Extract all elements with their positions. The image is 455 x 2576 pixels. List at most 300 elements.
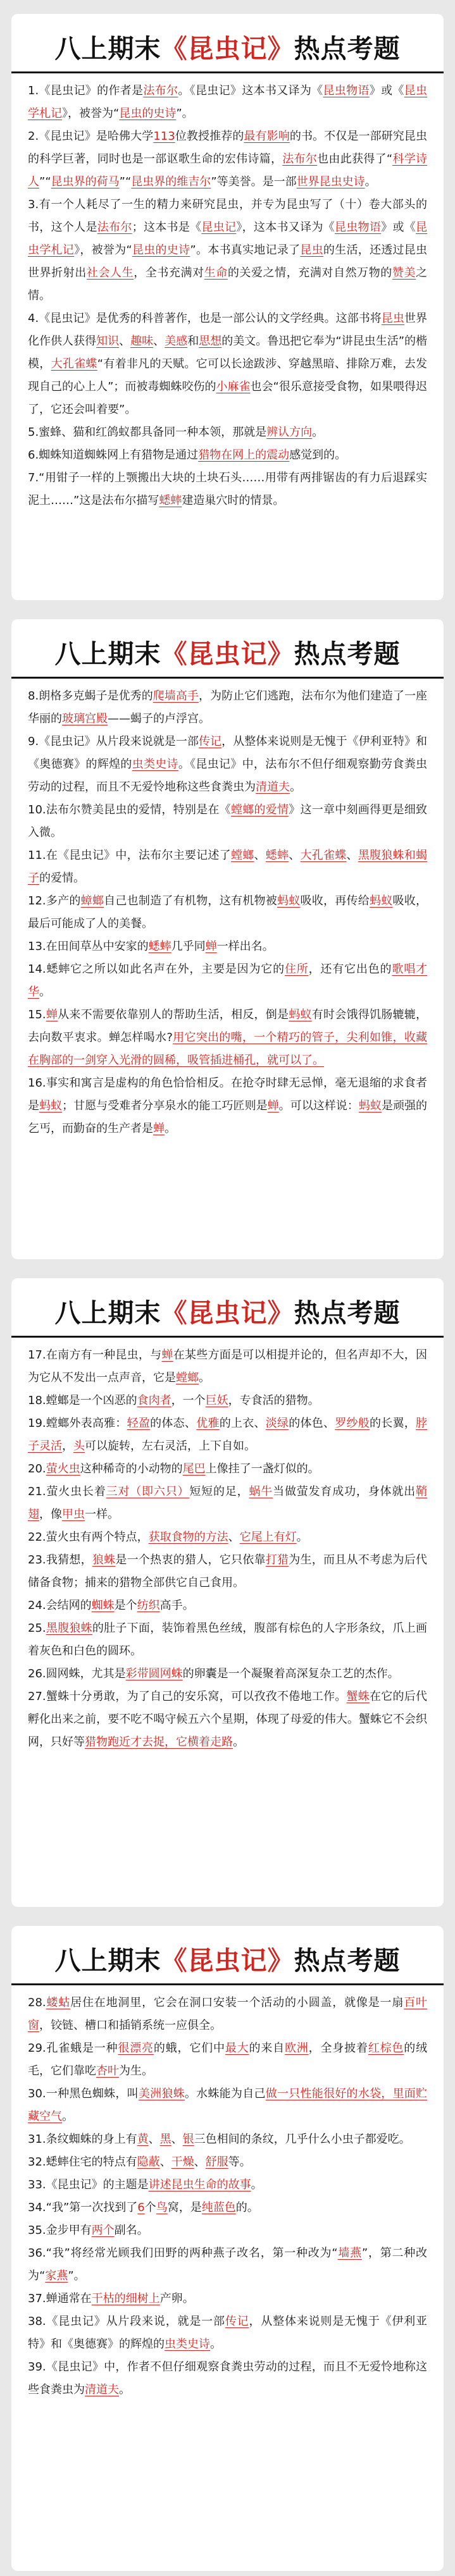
question-text: 的卵囊是一个凝聚着高深复杂工艺的杰作。 — [182, 1667, 399, 1680]
question-text: 、 — [159, 2155, 171, 2169]
answer-highlight: 最大 — [225, 2042, 249, 2055]
answer-highlight: 猎物跑近才去捉，它横着走路 — [85, 1735, 233, 1749]
answer-highlight: 猎物在网上的震动 — [198, 448, 290, 462]
answer-highlight: 百叶窗 — [28, 1996, 428, 2032]
answer-highlight: 生命 — [204, 266, 228, 280]
question-text: 、 — [194, 2155, 206, 2169]
answer-highlight: 蚂蚁 — [289, 1008, 312, 1021]
question-text: ；这本书是《 — [132, 221, 202, 234]
answer-highlight: 红棕色 — [368, 2042, 404, 2055]
answer-highlight: 蟋蟀 — [265, 849, 289, 862]
question-item — [28, 2242, 427, 2288]
question-text: ，专食活的猎物。 — [228, 1394, 320, 1407]
question-text: ，全书充满对 — [134, 266, 204, 280]
question-text: 是个 — [114, 1599, 137, 1612]
answer-highlight: 清道夫 — [256, 780, 290, 794]
question-text: ”“ — [39, 175, 51, 188]
answer-highlight: 两个 — [91, 2224, 115, 2237]
question-item — [28, 935, 427, 958]
question-text: 。《昆虫记》中，法布尔不但仔细观察勤劳食粪虫劳动的过程，而且不无爱怜地称这些食粪虫为 — [28, 758, 428, 794]
question-text: 。 — [210, 2338, 221, 2351]
card-title-part: 《昆虫记》 — [161, 34, 294, 64]
question-text: 几乎同 — [171, 940, 206, 953]
answer-highlight: 蚂蚁 — [277, 894, 301, 908]
answer-highlight: 蟹蛛 — [346, 1690, 370, 1703]
answer-highlight: 蝉 — [267, 1099, 279, 1112]
title-divider — [11, 1983, 444, 1985]
answer-highlight: 脖子灵活 — [28, 1417, 428, 1453]
question-text: 22.萤火虫有两个特点， — [28, 1531, 149, 1544]
question-item — [28, 958, 427, 1004]
answer-highlight: 螳螂 — [230, 849, 254, 862]
question-item — [28, 685, 427, 730]
question-text: 18.螳螂是一个凶恶的 — [28, 1394, 137, 1407]
answer-highlight: 彩带圆网蛛 — [125, 1667, 183, 1680]
answer-highlight: 住所 — [284, 963, 309, 976]
question-text: 。 — [290, 780, 301, 794]
question-text: 13.在田间草丛中安家的 — [28, 940, 149, 953]
question-text: 2.《昆虫记》是哈佛大学 — [28, 130, 154, 143]
question-item — [28, 2174, 427, 2197]
question-text: 27.蟹蛛十分勇敢，为了自己的安乐窝，可以孜孜不倦地工作。 — [28, 1690, 347, 1703]
question-text: 29.孔雀蛾是一种 — [28, 2042, 118, 2055]
question-item — [28, 2310, 427, 2356]
question-text: 个 — [144, 2201, 156, 2214]
answer-highlight: 昆虫物语 — [334, 221, 382, 234]
question-text: 15. — [28, 1008, 46, 1021]
question-text: 10.法布尔赞美昆虫的爱情，特别是在《 — [28, 803, 231, 817]
question-text: ”。 — [176, 107, 194, 120]
question-text: 37.蝉通常在 — [28, 2292, 92, 2305]
answer-highlight: 打猎 — [265, 1553, 289, 1567]
question-text: ”。 — [68, 2269, 85, 2283]
answer-highlight: 歌唱才华 — [28, 963, 428, 999]
answer-highlight: 爬墙高手 — [153, 689, 199, 703]
question-item — [28, 1594, 427, 1617]
card-title-part: 热点考题 — [294, 1298, 401, 1328]
question-text: 。 — [62, 2110, 73, 2123]
answer-highlight: 昆虫的史诗 — [119, 107, 177, 120]
answer-highlight: 蚂蚁 — [370, 894, 393, 908]
question-text: 为生。 — [119, 2064, 153, 2078]
question-item — [28, 194, 427, 307]
answer-highlight: 它尾上有灯 — [239, 1531, 297, 1544]
answer-highlight: 用它突出的嘴，一个精巧的管子，尖利如锥，收藏在胸部的一剑穿入光滑的圆稀，吸管插进桶孔，就可以了。 — [28, 1031, 427, 1067]
question-text: 38.《昆虫记》从片段来说，就是一部 — [28, 2315, 225, 2328]
question-text: 窝，是 — [167, 2201, 202, 2214]
answer-highlight: 食肉者 — [137, 1394, 171, 1407]
card-list — [0, 14, 455, 2571]
question-text: 》这一章中刻画得更是细致入微。 — [28, 803, 428, 839]
question-item — [28, 1663, 427, 1685]
question-card — [11, 1278, 444, 1907]
question-text: ”。本书真实地记录了 — [190, 243, 301, 257]
answer-highlight: 蚂蚁 — [358, 1099, 382, 1112]
question-text: 也由此获得了“ — [317, 152, 393, 166]
question-text: 。 — [39, 985, 51, 999]
answer-highlight: 萤火虫 — [46, 1462, 80, 1476]
question-text: 三色相间的条纹，几乎什么小虫子都爱吃。 — [194, 2133, 411, 2146]
question-card — [11, 14, 444, 600]
answer-highlight: 杏叶 — [96, 2064, 119, 2078]
question-text: 的。 — [235, 2201, 259, 2214]
question-text: 。水蛛能为自己 — [184, 2087, 266, 2100]
question-text: “有着非凡的天赋。它可以长途跋涉、穿越黑暗、排除万难，去发现自己的心上人”；而被毒蜘蛛咬伤的 — [28, 357, 428, 393]
card-title-part: 八上期末 — [54, 639, 161, 669]
card-title-part: 热点考题 — [294, 34, 401, 64]
question-item — [28, 307, 427, 421]
answer-highlight: 辨认方向 — [266, 426, 313, 439]
answer-highlight: 昆虫 — [300, 243, 323, 257]
answer-highlight: 蝉 — [205, 940, 217, 953]
question-text: 的上衣、 — [219, 1417, 266, 1430]
answer-highlight: 优雅 — [196, 1417, 220, 1430]
question-text: 35.金步甲有 — [28, 2224, 92, 2237]
question-text: 31.条纹蜘蛛的身上有 — [28, 2133, 137, 2146]
question-item — [28, 2037, 427, 2083]
answer-highlight: 世界昆虫史诗 — [296, 175, 365, 188]
question-item — [28, 444, 427, 467]
question-text: 。 — [312, 426, 324, 439]
question-text: 4.《昆虫记》是优秀的科普著作，也是一部公认的文学经典。这部书将 — [28, 312, 382, 325]
question-text: ”“ — [119, 175, 132, 188]
question-text: ，从整体来说则是无愧于《伊利亚特》和《奥德赛》的辉煌的 — [28, 2315, 428, 2351]
question-text: 是顽强的乞丐，而勤奋的生产者是 — [28, 1099, 428, 1135]
question-item — [28, 2288, 427, 2310]
question-text: 可以旋转，左右灵活，上下自如。 — [85, 1439, 256, 1453]
question-text: 也会“很乐意接受食物，如果喂得迟了，它还会叫着要”。 — [28, 380, 428, 416]
answer-highlight: 113 — [153, 130, 175, 143]
question-text: 、 — [346, 849, 358, 862]
question-item — [28, 421, 427, 444]
question-text: 。 — [233, 1735, 244, 1749]
answer-highlight: 巨妖 — [205, 1394, 228, 1407]
answer-highlight: 昆虫记 — [201, 221, 237, 234]
question-text: 。《昆虫记》这本书又译为《 — [178, 84, 323, 97]
question-item — [28, 1526, 427, 1549]
question-item — [28, 80, 427, 125]
answer-highlight: 隐蔽 — [137, 2155, 160, 2169]
question-text: 为生，而且从不考虑为后代储备食物；捕来的猎物全部供它自己食用。 — [28, 1553, 428, 1589]
card-title — [28, 631, 427, 677]
answer-highlight: 美感 — [165, 335, 188, 348]
question-text: 是一个热衷的猎人，它只依靠 — [115, 1553, 266, 1567]
answer-highlight: 甲虫 — [62, 1508, 85, 1521]
answer-highlight: 讲述昆虫生命的故事 — [148, 2178, 251, 2191]
question-text: 。可以这样说： — [278, 1099, 359, 1112]
question-text: 位教授推荐的 — [175, 130, 244, 143]
title-divider — [11, 71, 444, 73]
question-text: 》或《 — [381, 221, 416, 234]
answer-highlight: 赞美 — [392, 266, 416, 280]
question-text: 1.《昆虫记》的作者是 — [28, 84, 144, 97]
answer-highlight: 墙燕 — [337, 2246, 362, 2260]
question-text: 的蛾，它们中 — [153, 2042, 225, 2055]
question-text: 的美文。鲁迅把它奉为“讲昆虫生活”的楷模， — [28, 335, 428, 371]
answer-highlight: 很漂亮 — [118, 2042, 154, 2055]
question-text: 6.蜘蛛知道蜘蛛网上有猎物是通过 — [28, 448, 199, 462]
question-text: 32.蟋蟀住宅的特点有 — [28, 2155, 137, 2169]
answer-highlight: 淡绿 — [265, 1417, 289, 1430]
question-text: 建造巢穴时的情景。 — [182, 494, 285, 507]
question-text: ， — [62, 1439, 73, 1453]
question-text: 》，被誉为“ — [74, 243, 132, 257]
answer-highlight: 社会人生 — [86, 266, 134, 280]
question-text: 从来不需要依靠别人的帮助生活，相反，倒是 — [58, 1008, 289, 1021]
question-item — [28, 1004, 427, 1072]
answer-highlight: 6 — [137, 2201, 145, 2214]
question-text: 居住在地洞里，它会在洞口安装一个活动的小圆盖，就像是一扇 — [70, 1996, 404, 2009]
question-card — [11, 1926, 444, 2571]
question-item — [28, 1617, 427, 1663]
answer-highlight: 最有影响 — [244, 130, 290, 143]
answer-highlight: 黑腹狼蛛和蝎子 — [28, 849, 428, 885]
answer-highlight: 清道夫 — [85, 2383, 119, 2396]
question-text: ”等美誉。是一部 — [211, 175, 297, 188]
answer-highlight: 趣味 — [130, 335, 154, 348]
question-text: 26.圆网蛛，尤其是 — [28, 1667, 126, 1680]
question-item — [28, 1072, 427, 1140]
answer-highlight: 尾巴 — [182, 1462, 206, 1476]
card-title-part: 热点考题 — [294, 639, 401, 669]
answer-highlight: 法布尔 — [282, 152, 318, 166]
answer-highlight: 昆虫界的维吉尔 — [131, 175, 211, 188]
answer-highlight: 蜗牛 — [249, 1485, 273, 1498]
question-text: 一样出名。 — [216, 940, 274, 953]
question-text: 。 — [165, 1122, 176, 1135]
question-item — [28, 1458, 427, 1481]
answer-highlight: 黑腹狼蛛 — [46, 1622, 92, 1635]
answer-highlight: 玻璃宫殿 — [62, 712, 108, 725]
answer-highlight: 蝉 — [161, 1348, 173, 1362]
question-text: 23.我猜想， — [28, 1553, 92, 1567]
question-item — [28, 2151, 427, 2174]
question-text: 5.蜜蜂、猫和红鸽蚁都具备同一种本领，那就是 — [28, 426, 267, 439]
question-text: 。 — [365, 175, 377, 188]
question-text: 上像挂了一盏灯似的。 — [205, 1462, 320, 1476]
question-text: 高手。 — [159, 1599, 194, 1612]
question-text: 、 — [171, 2133, 183, 2146]
question-text: 20. — [28, 1462, 46, 1476]
answer-highlight: 昆虫的史诗 — [132, 243, 190, 257]
question-text: 30.一种黑色蜘蛛，叫 — [28, 2087, 139, 2100]
card-title-part: 八上期末 — [54, 1945, 161, 1976]
question-text: 21.萤火虫长着 — [28, 1485, 106, 1498]
answer-highlight: 昆虫 — [381, 312, 404, 325]
question-text: 的关爱之情，充满对自然万物的 — [227, 266, 392, 280]
question-text: 在某些方面是可以相提并论的，但名声却不大，因为它从不发出一点声音，它是 — [28, 1348, 428, 1384]
answer-highlight: 虫类史诗 — [165, 2338, 210, 2351]
answer-highlight: 干枯的细树上 — [91, 2292, 160, 2305]
question-item — [28, 1685, 427, 1754]
answer-highlight: 罗纱般 — [335, 1417, 370, 1430]
answer-highlight: 蝼蛄 — [46, 1996, 71, 2009]
question-text: 的来自 — [249, 2042, 285, 2055]
card-title-part: 《昆虫记》 — [161, 1945, 294, 1976]
question-text: ，为防止它们逃跑，法布尔为他们建造了一座华丽的 — [28, 689, 427, 725]
question-text: 》或《 — [369, 84, 404, 97]
question-text: 有时会饿得饥肠辘辘，去向数平衷求。蝉怎样喝水? — [28, 1008, 428, 1044]
question-item — [28, 1992, 427, 2037]
answer-highlight: 蝉 — [153, 1122, 165, 1135]
answer-highlight: 干燥 — [171, 2155, 194, 2169]
answer-highlight: 蟋蟀 — [159, 494, 182, 507]
answer-highlight: 三对（即六只） — [106, 1485, 190, 1498]
question-item — [28, 844, 427, 890]
question-text: ，一个 — [171, 1394, 206, 1407]
answer-highlight: 获取食物的方法 — [148, 1531, 228, 1544]
answer-highlight: 昆虫学札记 — [28, 84, 428, 120]
question-text: 等。 — [228, 2155, 251, 2169]
answer-highlight: 蚂蚁 — [39, 1099, 63, 1112]
question-text: 、 — [289, 849, 301, 862]
question-text: 、 — [228, 1531, 240, 1544]
question-text: 在它的后代孵化出来之前，要不吃不喝守候五六个星期，体现了母爱的伟大。蟹蛛它不会织网，只好等 — [28, 1690, 428, 1749]
answer-highlight: 舒服 — [205, 2155, 228, 2169]
question-text: 。 — [251, 2178, 263, 2191]
question-text: 28. — [28, 1996, 46, 2009]
card-title-part: 八上期末 — [54, 1298, 161, 1328]
question-item — [28, 1390, 427, 1412]
answer-highlight: 蝉 — [46, 1008, 58, 1021]
question-item — [28, 2083, 427, 2128]
answer-highlight: 虫类史诗 — [132, 758, 178, 771]
question-text: 短短的足， — [189, 1485, 249, 1498]
question-text: 。 — [296, 1531, 308, 1544]
question-text: 8.朗格多克蝎子是优秀的 — [28, 689, 153, 703]
answer-highlight: 螳螂 — [176, 1371, 199, 1384]
answer-highlight: 纺织 — [137, 1599, 160, 1612]
question-text: 当做萤发育成功，身体就出 — [273, 1485, 416, 1498]
question-text: 。 — [119, 2383, 130, 2396]
answer-highlight: 家燕 — [45, 2269, 68, 2283]
answer-highlight: 鞘翅 — [28, 1485, 428, 1521]
answer-highlight: 小麻雀 — [216, 380, 251, 393]
answer-highlight: 头 — [73, 1439, 85, 1453]
question-item — [28, 2356, 427, 2401]
question-text: 之情。 — [28, 266, 428, 302]
question-item — [28, 890, 427, 935]
question-text: 这种稀奇的小动物的 — [80, 1462, 183, 1476]
answer-highlight: 银 — [182, 2133, 194, 2146]
answer-highlight: 美洲狼蛛 — [138, 2087, 185, 2100]
question-text: 、 — [153, 335, 165, 348]
question-text: 吸收，再传给 — [300, 894, 370, 908]
answer-highlight: 法布尔 — [97, 221, 132, 234]
answer-highlight: 欧洲 — [284, 2042, 309, 2055]
answer-highlight: 蟑螂 — [80, 894, 104, 908]
answer-highlight: 法布尔 — [143, 84, 178, 97]
question-text: 9.《昆虫记》从片段来说就是一部 — [28, 735, 199, 748]
question-item — [28, 2128, 427, 2151]
question-text: 的长翼， — [370, 1417, 416, 1430]
question-text: 34.“我”第一次找到了 — [28, 2201, 138, 2214]
question-text: 19.螳螂外表高雅： — [28, 1417, 127, 1430]
question-text: 33.《昆虫记》的主题是 — [28, 2178, 149, 2191]
question-text: 的爱情。 — [39, 872, 85, 885]
answer-highlight: 蜘蛛 — [91, 1599, 115, 1612]
answer-highlight: 大孔雀蝶 — [51, 357, 97, 371]
question-item — [28, 1344, 427, 1390]
question-text: 的体态、 — [150, 1417, 197, 1430]
answer-highlight: 传记 — [225, 2315, 249, 2328]
question-item — [28, 1549, 427, 1594]
title-divider — [11, 1336, 444, 1338]
question-text: 世界化作供人获得 — [28, 312, 428, 348]
question-text: 副名。 — [114, 2224, 149, 2237]
answer-highlight: 蟋蟀 — [148, 940, 171, 953]
answer-highlight: 昆虫界的荷马 — [51, 175, 120, 188]
question-text: 36.“我”将经常光顾我们田野的两种燕子改名，第一种改为“ — [28, 2246, 338, 2260]
answer-highlight: 做一只性能很好的水袋，里面贮藏空气 — [28, 2087, 427, 2123]
question-item — [28, 467, 427, 512]
question-text: 和 — [187, 335, 199, 348]
answer-highlight: 狼蛛 — [92, 1553, 116, 1567]
question-text: 》，被誉为“ — [62, 107, 120, 120]
question-text: ，铰链、槽口和插销系统一应俱全。 — [39, 2019, 221, 2032]
card-title-part: 热点考题 — [294, 1945, 401, 1976]
answer-highlight: 昆虫物语 — [323, 84, 370, 97]
question-text: 17.在南方有一种昆虫，与 — [28, 1348, 162, 1362]
question-card — [11, 619, 444, 1259]
question-item — [28, 2197, 427, 2219]
answer-highlight: 螳螂的爱情 — [230, 803, 289, 817]
answer-highlight: 昆虫学札记 — [28, 221, 428, 257]
question-item — [28, 730, 427, 799]
answer-highlight: 黑 — [159, 2133, 171, 2146]
question-text: 》，这本书又译为《 — [236, 221, 335, 234]
question-text: 产卵。 — [159, 2292, 194, 2305]
question-text: 、 — [254, 849, 266, 862]
question-text: ，像 — [39, 1508, 62, 1521]
question-item — [28, 799, 427, 844]
question-text: 24.会结网的 — [28, 1599, 92, 1612]
question-text: 3.有一个人耗尽了一生的精力来研究昆虫，并专为昆虫写了（十）卷大部头的书，这个人是 — [28, 198, 427, 234]
question-item — [28, 1481, 427, 1526]
question-text: ；甘愿与受难者分享泉水的能工巧匠则是 — [62, 1099, 268, 1112]
question-text: ，全身披着 — [308, 2042, 368, 2055]
question-text: 14.蟋蟀它之所以如此名声在外，主要是因为它的 — [28, 963, 285, 976]
question-text: ，还有它出色的 — [308, 963, 392, 976]
question-text: 的体色、 — [289, 1417, 335, 1430]
card-title — [28, 25, 427, 71]
question-text: 的生活，还透过昆虫世界折射出 — [28, 243, 428, 280]
question-text: 感觉到的。 — [289, 448, 347, 462]
question-text: 25. — [28, 1622, 46, 1635]
question-text: 12.多产的 — [28, 894, 81, 908]
card-title-part: 《昆虫记》 — [161, 1298, 294, 1328]
card-title-part: 《昆虫记》 — [161, 639, 294, 669]
question-text: 。 — [199, 1371, 210, 1384]
answer-highlight: 大孔雀蝶 — [300, 849, 347, 862]
question-text: 11.在《昆虫记》中，法布尔主要记述了 — [28, 849, 231, 862]
answer-highlight: 黄 — [137, 2133, 149, 2146]
card-title — [28, 1937, 427, 1983]
question-text: 7.“用钳子一样的上颚搬出大块的土块石头……用带有两排锯齿的有力后退踩实泥土……”这是法布尔描写 — [28, 471, 427, 507]
question-text: 39.《昆虫记》中，作者不但仔细观察食粪虫劳动的过程，而且不无爱怜地称这些食粪虫为 — [28, 2360, 427, 2396]
question-text: ——蝎子的卢浮宫。 — [108, 712, 210, 725]
answer-highlight: 科学诗人 — [28, 152, 428, 188]
question-item — [28, 1412, 427, 1458]
question-text: 的绒毛，它们靠吃 — [28, 2042, 428, 2078]
question-text: 自己也制造了有机物，这有机物被 — [104, 894, 277, 908]
question-item — [28, 2219, 427, 2242]
answer-highlight: 思想 — [199, 335, 222, 348]
question-text: ”，第二种改为“ — [28, 2246, 427, 2283]
question-text: 16.事实和寓言是虚构的角色恰恰相反。在抢夺时肆无忌惮，毫无退缩的求食者是 — [28, 1076, 427, 1112]
question-text: 的肚子下面，装饰着黑色丝绒，腹部有棕色的人字形条纹，爪上画着灰色和白色的圆环。 — [28, 1622, 428, 1658]
question-text: 、 — [148, 2133, 160, 2146]
